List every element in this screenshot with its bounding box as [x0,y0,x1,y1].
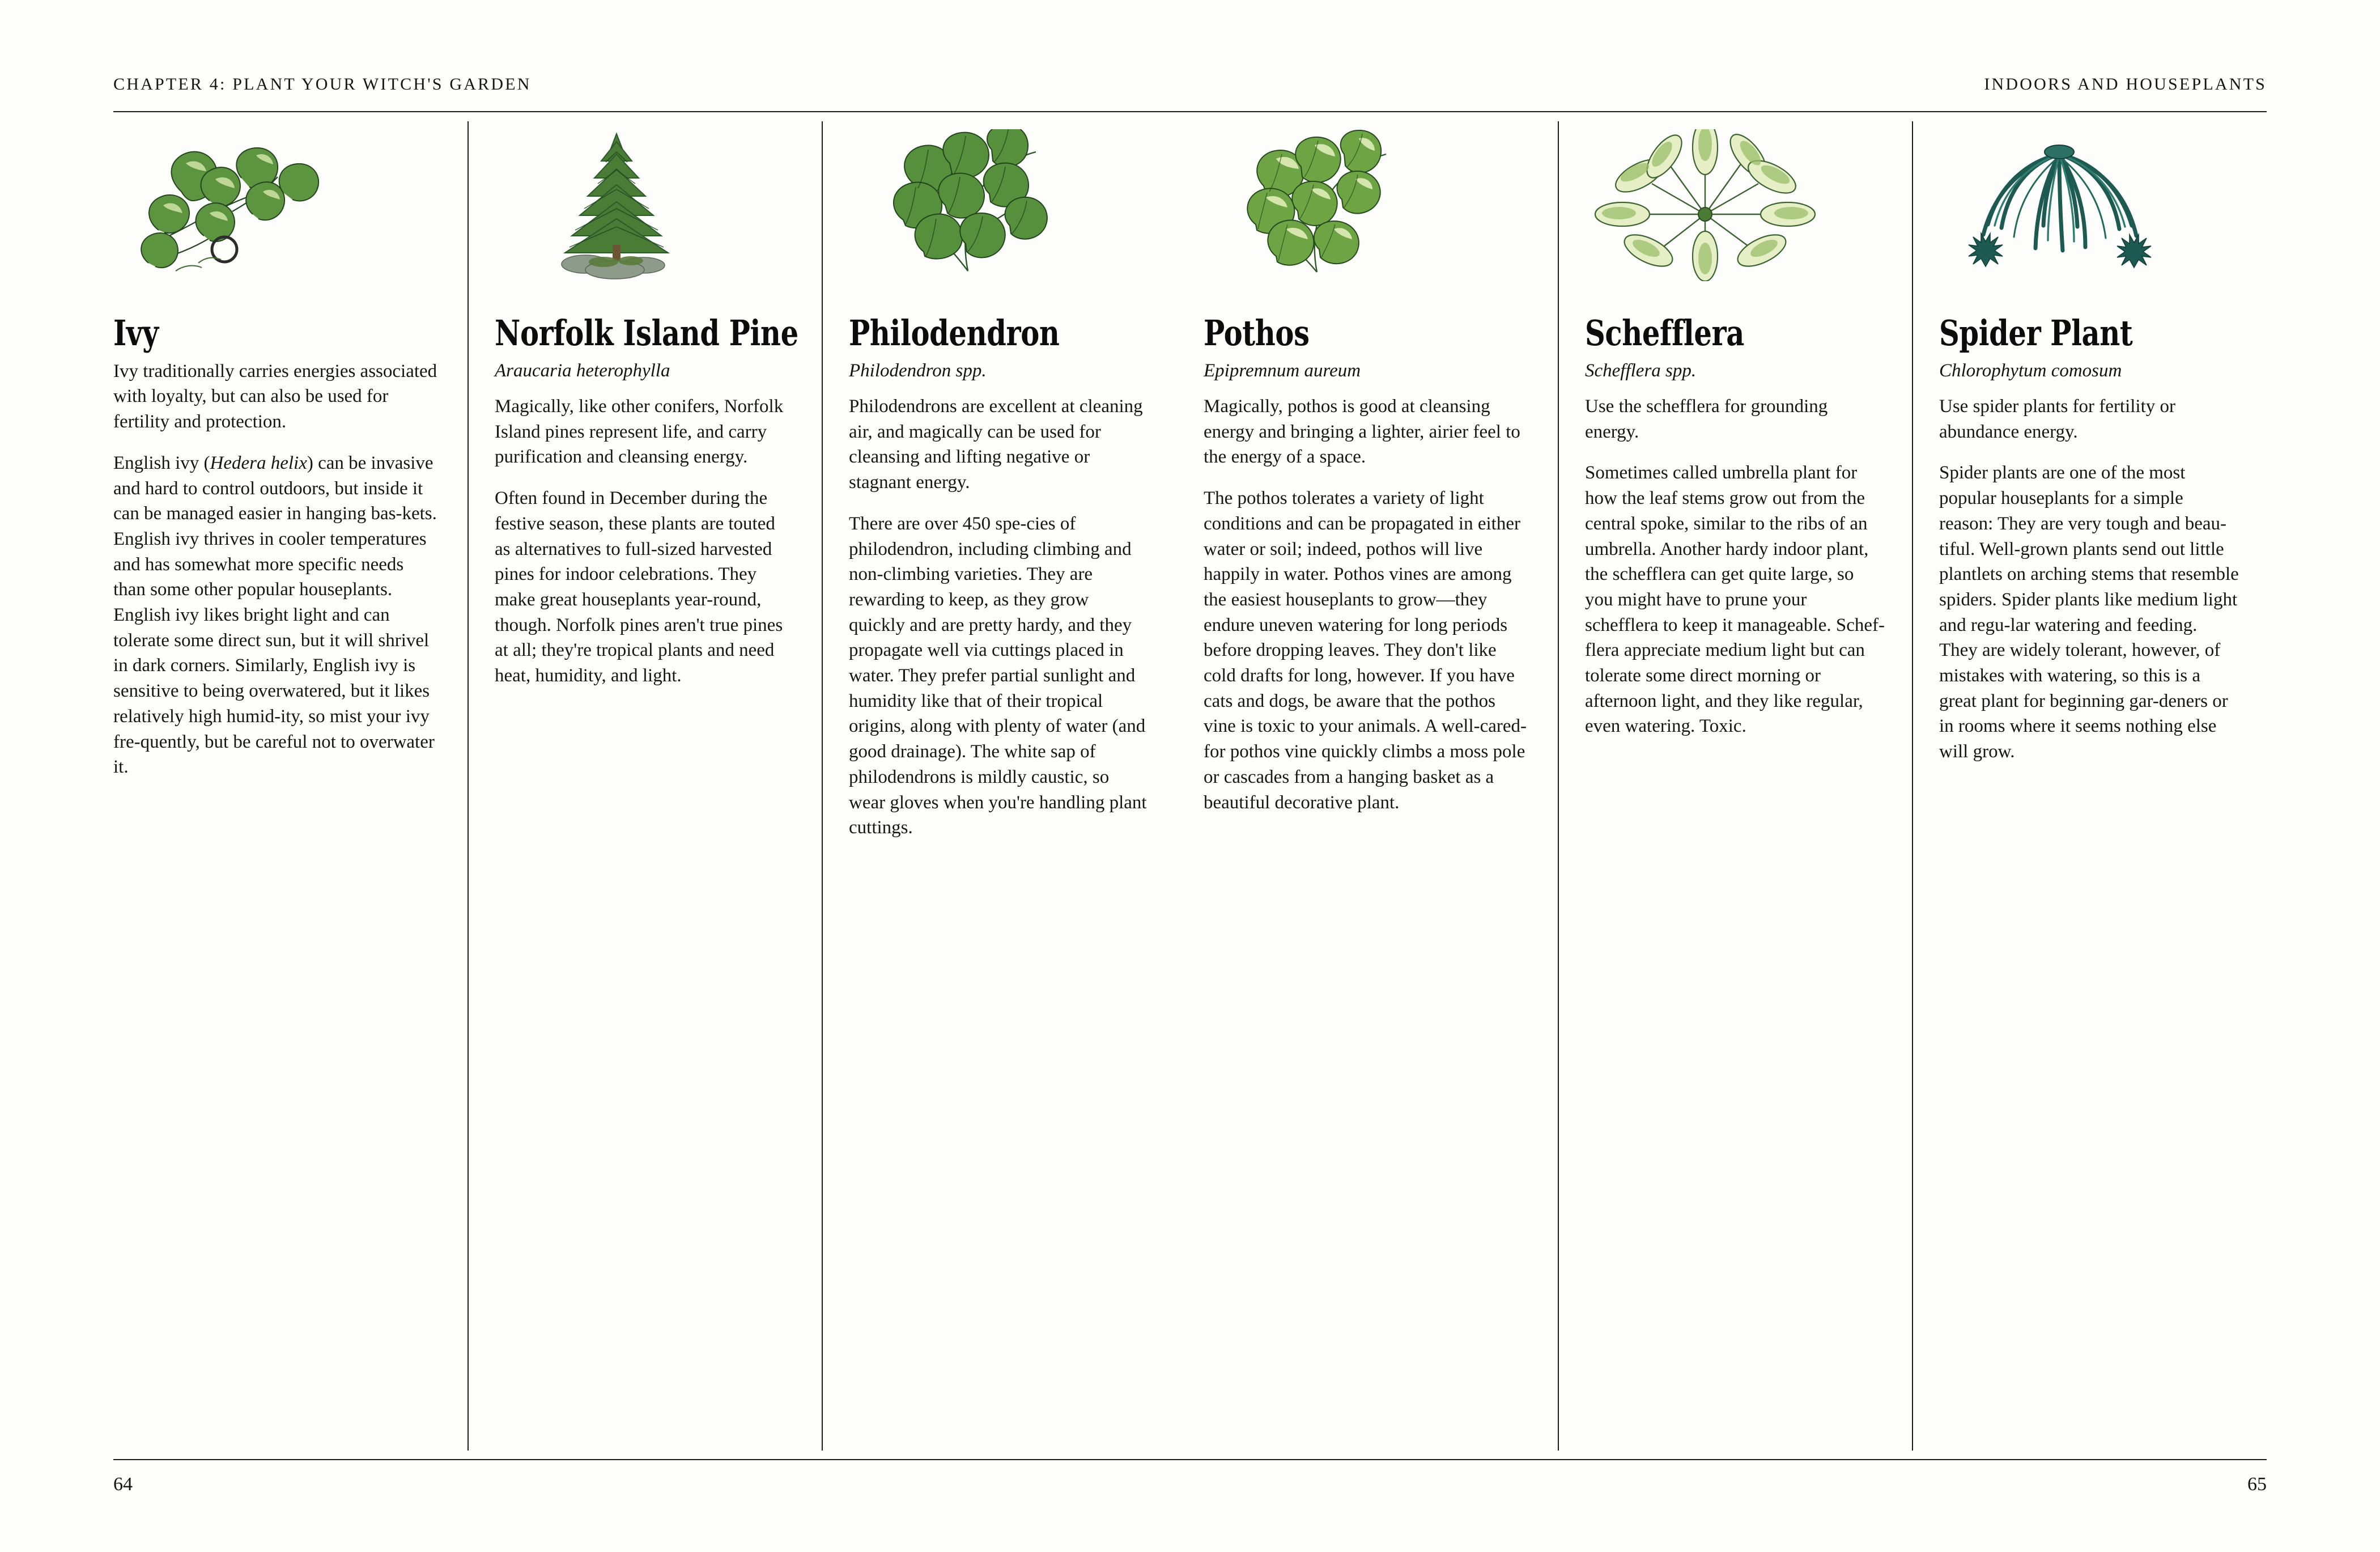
plant-name: Ivy [113,312,159,354]
plant-name: Schefflera [1585,312,1744,354]
plant-latin-name: Schefflera spp. [1585,360,1697,381]
plant-detail-paragraph: Sometimes called umbrella plant for how the leaf stems grow out from the central spoke, similar to the ribs of an umbrella. Another hardy indoor plant, the schefflera can get quite large, so you might have to prune your schefflera to keep it manageable. Schef-flera appreciate medium light but can tolerate some direct morning or afternoon light, and they like regular, even watering. Toxic. [1585,463,1885,737]
plant-latin-name: Philodendron spp. [849,360,987,381]
plant-name: Norfolk Island Pine [495,312,798,354]
footer-rule-left [113,1459,1190,1460]
plant-latin-name: Chlorophytum comosum [1939,360,2122,381]
pothos-illustration [1204,129,1531,281]
plant-entry-ivy [113,121,468,1451]
plant-intro-paragraph: Philodendrons are excellent at cleaning air, and magically can be used for cleansing and lifting negative or stagnant energy. [849,396,1143,493]
right-page-columns [1204,121,2267,1451]
header-rule-left [113,111,1190,112]
plant-latin-name: Epipremnum aureum [1204,360,1361,381]
page-number-left: 64 [113,1474,133,1495]
header-rule-right [1190,111,2267,112]
plant-intro-paragraph: Magically, pothos is good at cleansing energy and bringing a lighter, airier feel to the energy of a space. [1204,396,1520,468]
plant-name: Pothos [1204,312,1310,354]
plant-intro-paragraph: Magically, like other conifers, Norfolk Island pines represent life, and carry purification and cleansing energy. [495,396,784,468]
plant-detail-paragraph: The pothos tolerates a variety of light conditions and can be propagated in either water or soil; indeed, pothos will live happily in water. Pothos vines are among the easiest houseplants to grow—they endure uneven watering for long periods before dropping leaves. They don't like cold drafts for long, however. If you have cats and dogs, be aware that the pothos vine is toxic to your animals. A well-cared-for pothos vine quickly climbs a moss pole or cascades from a hanging basket as a beautiful decorative plant. [1204,488,1527,813]
norfolk-island-pine-illustration [495,129,794,281]
plant-entry-norfolk-island-pine [468,121,822,1451]
right-page [1190,0,2380,1552]
running-head-right: INDOORS AND HOUSEPLANTS [1984,75,2267,94]
plant-entry-schefflera [1558,121,1912,1451]
running-head-left: CHAPTER 4: PLANT YOUR WITCH'S GARDEN [113,75,532,94]
left-page-columns [113,121,1176,1451]
plant-detail-paragraph: English ivy (Hedera helix) can be invasive and hard to control outdoors, but inside it can be managed easier in hanging bas-kets. English ivy thrives in cooler temperatures and has somewhat more specific needs than some other popular houseplants. English ivy likes bright light and can tolerate some direct sun, but it will shrivel in dark corners. Similarly, English ivy is sensitive to being overwatered, but it likes relatively high humid-ity, so mist your ivy fre-quently, but be careful not to overwater it. [113,452,437,778]
plant-intro-paragraph: Ivy traditionally carries energies associated with loyalty, but can also be used for fertility and protection. [113,361,437,432]
plant-detail-paragraph: Often found in December during the festive season, these plants are touted as alternatives to full-sized harvested pines for indoor celebrations. They make great houseplants year-round, though. Norfolk pines aren't true pines at all; they're tropical plants and need heat, humidity, and light. [495,488,783,686]
plant-intro-paragraph: Use the schefflera for grounding energy. [1585,396,1828,442]
plant-entry-spider-plant [1912,121,2266,1451]
footer-rule-right [1190,1459,2267,1460]
philodendron-illustration [849,129,1149,281]
plant-entry-philodendron [822,121,1176,1451]
page-number-right: 65 [2247,1474,2267,1495]
plant-entry-pothos [1204,121,1558,1451]
plant-name: Spider Plant [1939,312,2133,354]
plant-detail-paragraph: Spider plants are one of the most popular houseplants for a simple reason: They are very tough and beau-tiful. Well-grown plants send out little plantlets on arching stems that resemble spiders. Spider plants like medium light and regu-lar watering and feeding. They are widely tolerant, however, of mistakes with watering, so this is a great plant for beginning gar-deners or in rooms where it seems nothing else will grow. [1939,463,2239,762]
ivy-illustration [113,129,440,281]
plant-detail-paragraph: There are over 450 spe-cies of philodendron, including climbing and non-climbing varieties. They are rewarding to keep, as they grow quickly and are pretty hardy, and they propagate well via cuttings placed in water. They prefer partial sunlight and humidity like that of their tropical origins, along with plenty of water (and good drainage). The white sap of philodendrons is mildly caustic, so wear gloves when you're handling plant cuttings. [849,513,1147,838]
plant-intro-paragraph: Use spider plants for fertility or abundance energy. [1939,396,2175,442]
spider-plant-illustration [1939,129,2239,281]
schefflera-illustration [1585,129,1885,281]
plant-name: Philodendron [849,312,1060,354]
plant-latin-name: Araucaria heterophylla [495,360,670,381]
